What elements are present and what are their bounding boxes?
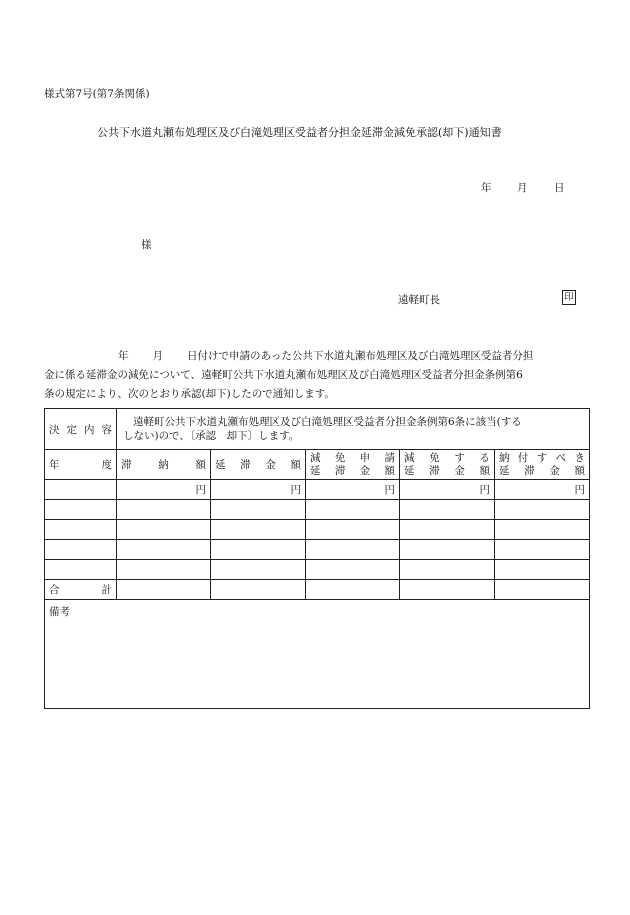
table-row bbox=[45, 540, 590, 560]
table-row bbox=[45, 480, 590, 500]
total-row bbox=[45, 580, 590, 600]
seal-mark: 印 bbox=[562, 290, 576, 305]
notes-label: 備考 bbox=[49, 606, 70, 618]
addressee-suffix: 様 bbox=[141, 239, 152, 251]
notice-body bbox=[44, 347, 589, 404]
table-row bbox=[45, 500, 590, 520]
overdue-cell: 円 bbox=[117, 480, 211, 500]
sender-name: 遠軽町長 bbox=[398, 294, 440, 306]
date-month-label: 月 bbox=[517, 182, 528, 194]
exempt-cell: 円 bbox=[400, 480, 495, 500]
form-number: 様式第7号(第7条関係) bbox=[44, 88, 150, 100]
header-payable-amount: 納 付 す べ き 延 滞 金 額 bbox=[495, 450, 590, 480]
date-year-label: 年 bbox=[481, 182, 492, 194]
table-row bbox=[45, 560, 590, 580]
decision-row bbox=[45, 409, 590, 450]
decision-line-1: 遠軽町公共下水道丸瀬布処理区及び白滝処理区受益者分担金条例第6条に該当(する bbox=[133, 416, 522, 428]
exemption-table bbox=[44, 408, 590, 709]
notes-row bbox=[45, 600, 590, 709]
header-exempt-amount: 減 免 す る 延 滞 金 額 bbox=[400, 450, 495, 480]
date-day-label: 日 bbox=[554, 182, 565, 194]
body-line-2: 金に係る延滞金の減免について、遠軽町公共下水道丸瀬布処理区及び白滝処理区受益者分担金条例第6 bbox=[44, 369, 523, 381]
decision-label: 決 定 内 容 bbox=[49, 423, 112, 436]
payable-cell: 円 bbox=[495, 480, 590, 500]
header-late-fee: 延 滞 金 額 bbox=[211, 450, 306, 480]
decision-label-cell bbox=[45, 409, 117, 450]
decision-content bbox=[117, 409, 590, 450]
decision-line-2: しない)ので、〔承認 却下〕します。 bbox=[123, 430, 300, 442]
body-line-1-text: 日付けで申請のあった公共下水道丸瀬布処理区及び白滝処理区受益者分担 bbox=[187, 350, 534, 362]
header-overdue-amount: 滞 納 額 bbox=[117, 450, 211, 480]
year-cell bbox=[45, 480, 117, 500]
late-fee-cell: 円 bbox=[211, 480, 306, 500]
header-year: 年 度 bbox=[45, 450, 117, 480]
body-month-label: 月 bbox=[152, 350, 163, 362]
header-row bbox=[45, 450, 590, 480]
total-label: 合 計 bbox=[45, 580, 117, 600]
body-line-1 bbox=[44, 347, 589, 366]
applied-cell: 円 bbox=[306, 480, 400, 500]
body-year-label: 年 bbox=[118, 350, 129, 362]
document-title: 公共下水道丸瀬布処理区及び白滝処理区受益者分担金延滞金減免承認(却下)通知書 bbox=[97, 126, 502, 139]
body-line-3: 条の規定により、次のとおり承認(却下)したので通知します。 bbox=[44, 388, 335, 400]
table-row bbox=[45, 520, 590, 540]
notes-cell bbox=[45, 600, 590, 709]
header-applied-exemption: 減 免 申 請 延 滞 金 額 bbox=[306, 450, 400, 480]
